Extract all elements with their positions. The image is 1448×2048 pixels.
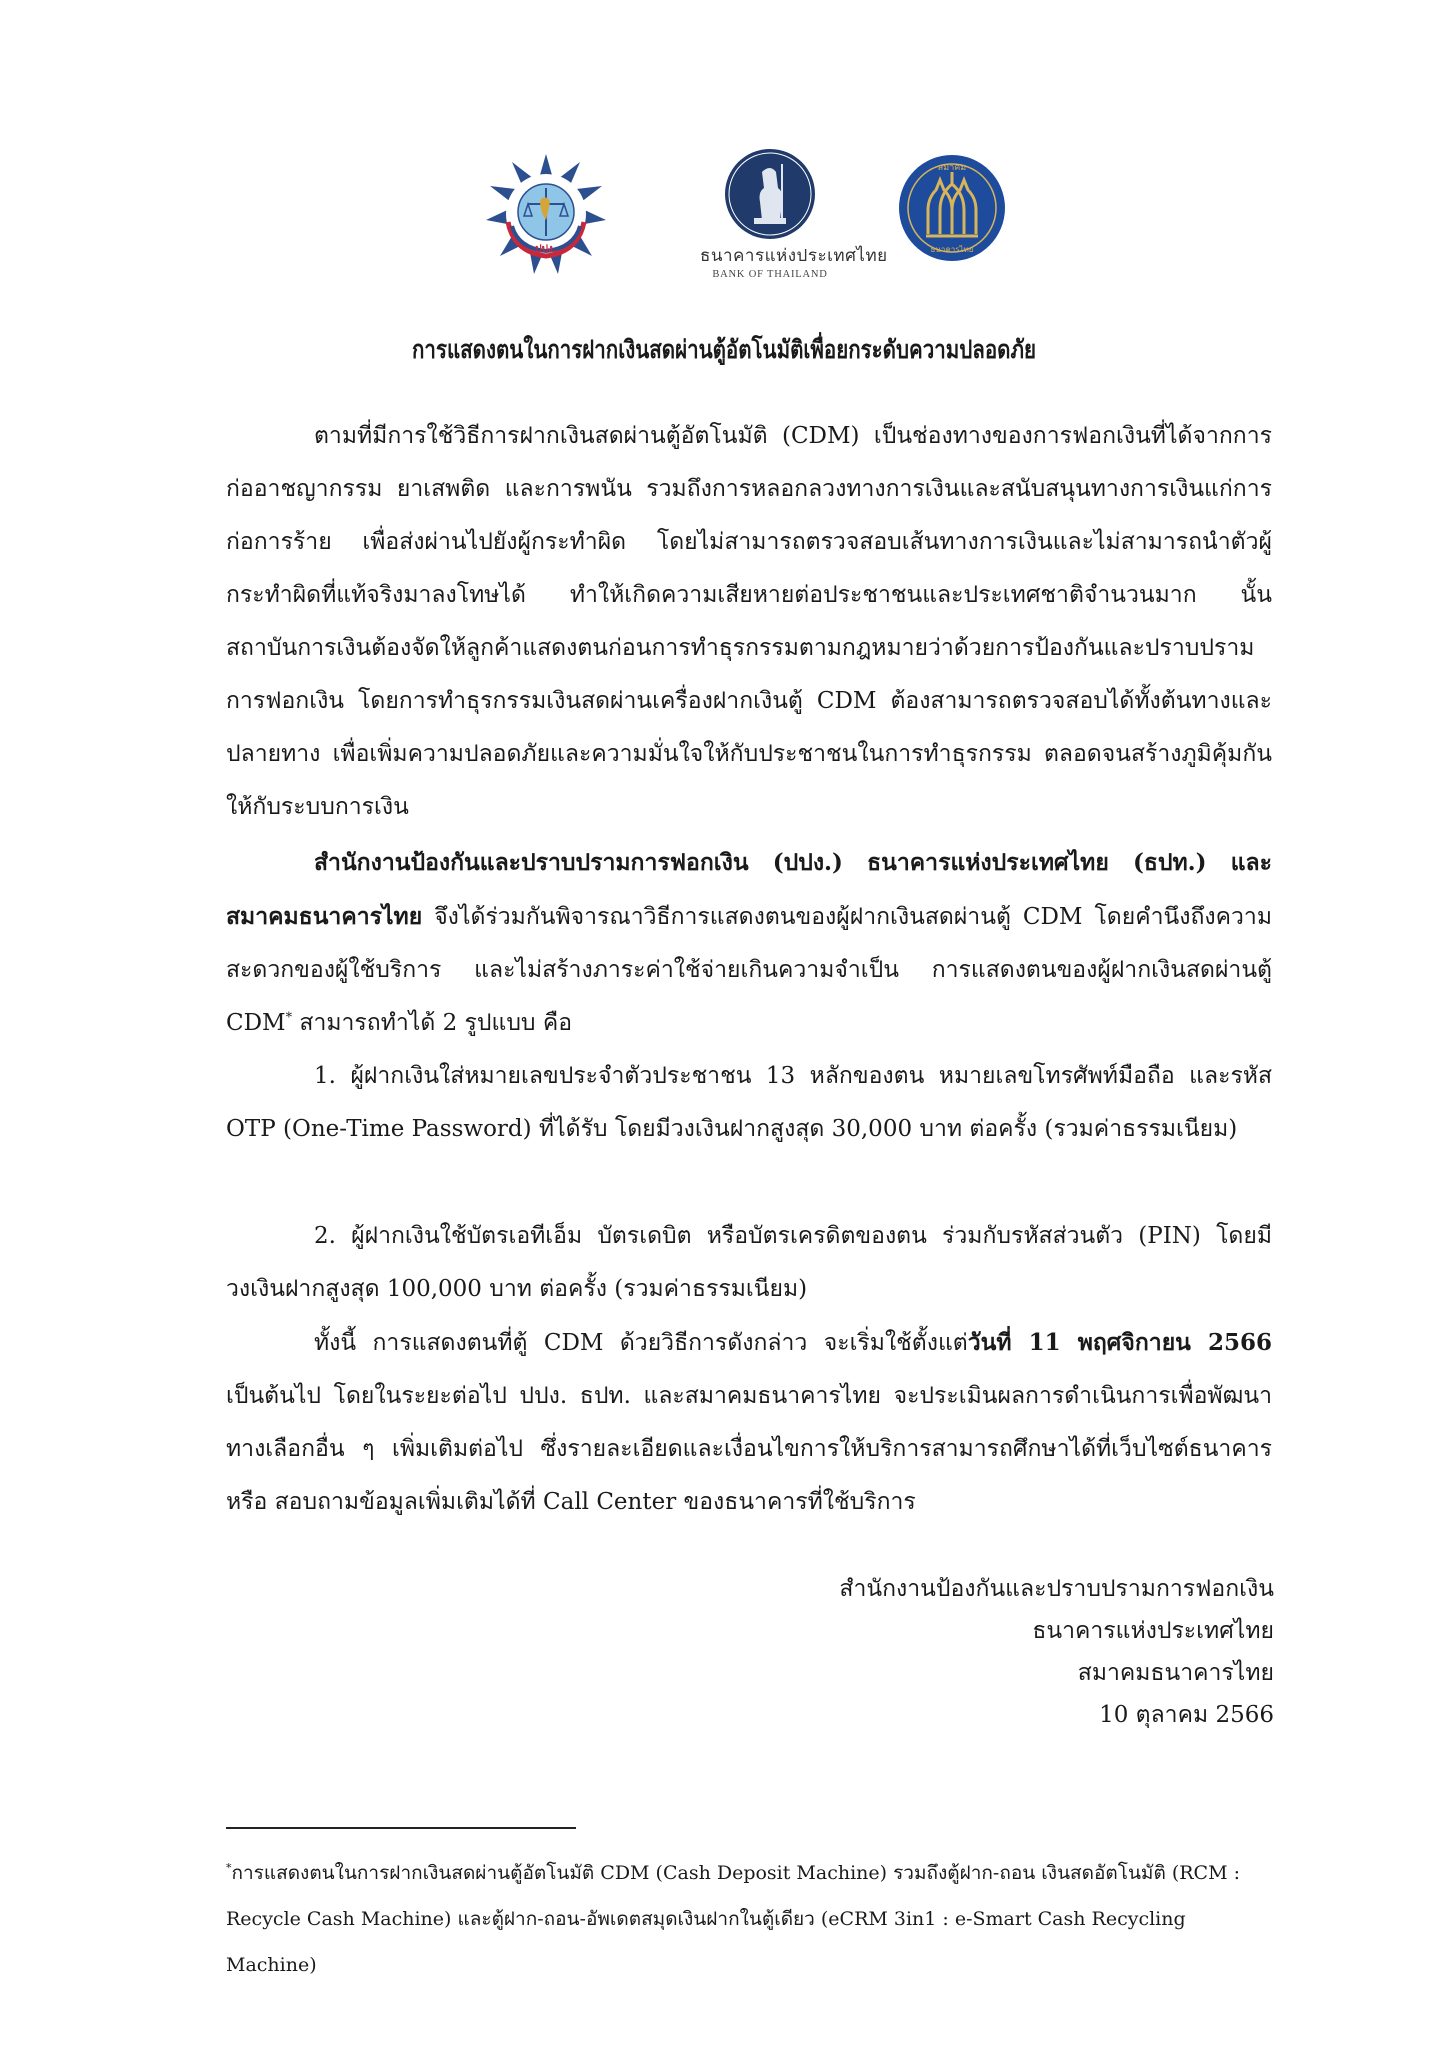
signature-amlo: สำนักงานป้องกันและปราบปรามการฟอกเงิน: [839, 1576, 1274, 1602]
organizations-bold: สำนักงานป้องกันและปราบปรามการฟอกเงิน (ปปง.) ธนาคารแห่งประเทศไทย (ธปท.) และ สมาคมธนาคารไทย: [226, 849, 1272, 930]
effective-date-paragraph: [226, 1316, 1272, 1529]
amlo-badge-icon: [484, 152, 608, 276]
footnote: [226, 1850, 1246, 1988]
paragraph-5: [226, 1316, 1272, 1529]
svg-text:ธนาคารไทย: ธนาคารไทย: [930, 245, 974, 254]
footnote-marker: *: [226, 1861, 232, 1875]
tba-seal-icon: [898, 154, 1006, 262]
document-title: การแสดงตนในการฝากเงินสดผ่านตู้อัตโนมัติเพื่อยกระดับความปลอดภัย: [412, 335, 1036, 364]
paragraph-5-text: ทั้งนี้ การแสดงตนที่ตู้ CDM ด้วยวิธีการดังกล่าว จะเริ่มใช้ตั้งแต่: [314, 1330, 968, 1356]
signature-tba: สมาคมธนาคารไทย: [1077, 1660, 1274, 1686]
collaboration-paragraph: [226, 836, 1272, 1050]
intro-paragraph: [226, 410, 1272, 834]
paragraph-2-text: จึงได้ร่วมกันพิจารณาวิธีการแสดงตนของผู้ฝากเงินสดผ่านตู้ CDM โดยคำนึงถึงความสะดวกของผู้ใช้บริการ และไม่สร้างภาระค่าใช้จ่ายเกินความจำเป็น การแสดงตนของผู้ฝากเงินสดผ่านตู้ CDM: [226, 904, 1272, 1036]
signature-bot: ธนาคารแห่งประเทศไทย: [1032, 1618, 1274, 1644]
bot-english-name: BANK OF THAILAND: [712, 269, 828, 280]
effective-date: วันที่ 11 พฤศจิกายน 2566: [967, 1329, 1272, 1356]
signature-block: [839, 1568, 1274, 1736]
bot-seal-icon: [724, 148, 816, 240]
list-item: 1. ผู้ฝากเงินใส่หมายเลขประจำตัวประชาชน 13 หลักของตน หมายเลขโทรศัพท์มือถือ และรหัส OTP (One-Time Password) ที่ได้รับ โดยมีวงเงินฝากสูงสุด 30,000 บาท ต่อครั้ง (รวมค่าธรรมเนียม): [226, 1063, 1272, 1142]
bot-thai-name: ธนาคารแห่งประเทศไทย: [700, 246, 888, 266]
bot-logo: [700, 148, 888, 288]
footnote-marker: *: [285, 1010, 293, 1026]
paragraph-2: [226, 836, 1272, 1050]
footnote-text: การแสดงตนในการฝากเงินสดผ่านตู้อัตโนมัติ CDM (Cash Deposit Machine) รวมถึงตู้ฝาก-ถอน เงินสดอัตโนมัติ (RCM : Recycle Cash Machine) และตู้ฝาก-ถอน-อัพเดตสมุดเงินฝากในตู้เดียว (eCRM 3in1 : e-Smart Cash Recycling Machine): [226, 1862, 1240, 1976]
paragraph-2-tail: สามารถทำได้ 2 รูปแบบ คือ: [292, 1010, 573, 1036]
method-1: [226, 1050, 1272, 1156]
svg-text:สมาคม: สมาคม: [937, 163, 967, 173]
header-logos: [0, 148, 1448, 288]
list-item: 2. ผู้ฝากเงินใช้บัตรเอทีเอ็ม บัตรเดบิต หรือบัตรเครดิตของตน ร่วมกับรหัสส่วนตัว (PIN) โดยมีวงเงินฝากสูงสุด 100,000 บาท ต่อครั้ง (รวมค่าธรรมเนียม): [226, 1223, 1272, 1302]
method-2: [226, 1210, 1272, 1316]
signature-date: 10 ตุลาคม 2566: [1099, 1702, 1274, 1728]
svg-text:ปปง.: ปปง.: [535, 244, 557, 255]
paragraph-1: ตามที่มีการใช้วิธีการฝากเงินสดผ่านตู้อัตโนมัติ (CDM) เป็นช่องทางของการฟอกเงินที่ได้จากการก่ออาชญากรรม ยาเสพติด และการพนัน รวมถึงการหลอกลวงทางการเงินและสนับสนุนทางการเงินแก่การก่อการร้าย เพื่อส่งผ่านไปยังผู้กระทำผิด โดยไม่สามารถตรวจสอบเส้นทางการเงินและไม่สามารถนำตัวผู้กระทำผิดที่แท้จริงมาลงโทษได้ ทำให้เกิดความเสียหายต่อประชาชนและประเทศชาติจำนวนมาก นั้น สถาบันการเงินต้องจัดให้ลูกค้าแสดงตนก่อนการทำธุรกรรมตามกฎหมายว่าด้วยการป้องกันและปราบปรามการฟอกเงิน โดยการทำธุรกรรมเงินสดผ่านเครื่องฝากเงินตู้ CDM ต้องสามารถตรวจสอบได้ทั้งต้นทางและปลายทาง เพื่อเพิ่มความปลอดภัยและความมั่นใจให้กับประชาชนในการทำธุรกรรม ตลอดจนสร้างภูมิคุ้มกันให้กับระบบการเงิน: [226, 423, 1272, 820]
paragraph-5-rest: เป็นต้นไป โดยในระยะต่อไป ปปง. ธปท. และสมาคมธนาคารไทย จะประเมินผลการดำเนินการเพื่อพัฒนาทางเลือกอื่น ๆ เพิ่มเติมต่อไป ซึ่งรายละเอียดและเงื่อนไขการให้บริการสามารถศึกษาได้ที่เว็บไซต์ธนาคาร หรือ สอบถามข้อมูลเพิ่มเติมได้ที่ Call Center ของธนาคารที่ใช้บริการ: [226, 1383, 1272, 1515]
footnote-divider: [226, 1827, 576, 1829]
